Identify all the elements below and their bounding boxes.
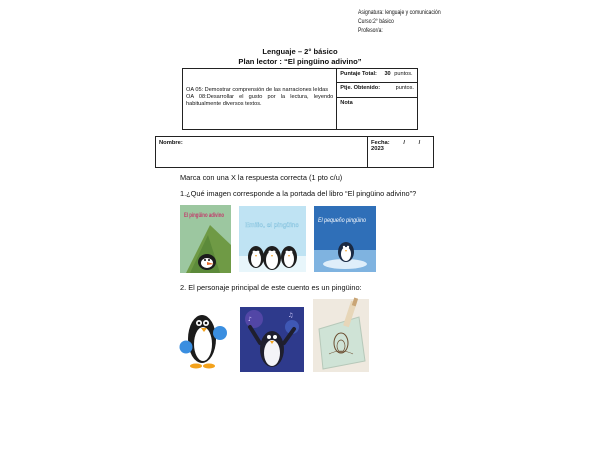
question-1-text: 1.¿Qué imagen corresponde a la portada del libro “El pingüino adivino”? [180,189,417,198]
teacher-label: Profesor/a: [358,27,383,34]
subject-label: Asignatura: lenguaje y comunicación [358,9,441,16]
book-cover-emilio-el-pinguino[interactable] [239,206,306,272]
book-cover-el-pinguino-adivino[interactable] [180,205,231,273]
name-field[interactable] [156,137,368,168]
date-label: Fecha: [371,140,390,146]
dancing-penguin-image[interactable] [240,307,304,372]
grade-cell[interactable] [337,97,418,129]
obtained-score-label: Ptje. Obtenido: [340,85,381,92]
dancing-penguin-icon [240,307,304,372]
total-score-label: Puntaje Total: [340,71,377,77]
obtained-score-unit: puntos. [395,85,414,92]
objective-oa05: OA 05: Demostrar comprensión de las narraciones leídas [186,87,329,93]
boxing-penguin-icon [178,299,234,372]
penguin-drawing-icon [313,299,369,372]
music-note-icon: ♪ [248,316,252,323]
grade-label: Nota [340,99,353,106]
book-cover-el-pequeno-pinguino-icon [314,206,376,272]
date-separator-2: / 2023 [371,140,421,152]
date-separator-1: / [403,140,405,146]
music-note-icon: ♫ [288,312,294,319]
header-meta [358,8,441,35]
penguin-drawing-on-paper-image[interactable] [313,299,369,372]
obtained-score-cell[interactable] [337,83,418,97]
page-title: Lenguaje – 2° básico [262,47,338,56]
objectives-score-table [182,68,418,130]
course-label: Curso:2° básico [358,18,394,25]
book-cover-emilio-el-pinguino-icon [239,206,306,272]
objectives-cell [183,69,337,130]
instructions-text: Marca con una X la respuesta correcta (1 pto c/u) [180,173,343,182]
cover-2-title: Emilio, el pingüino [245,222,300,229]
cover-1-title: El pingüino adivino [184,212,225,219]
total-score-unit: puntos. [394,71,413,77]
student-name-table [155,136,434,168]
objective-oa08: OA 08:Desarrollar el gusto por la lectura, leyendo habitualmente diversos textos. [186,94,334,107]
date-field[interactable] [368,137,434,168]
page-subtitle: Plan lector : “El pingüino adivino” [238,57,362,66]
name-label: Nombre: [159,140,183,146]
boxing-penguin-image[interactable] [178,299,234,372]
total-score-cell [337,69,418,83]
cover-3-title: El pequeño pingüino [318,218,367,224]
total-score-value: 30 [384,71,391,77]
book-cover-el-pequeno-pinguino[interactable] [314,206,376,272]
question-2-text: 2. El personaje principal de este cuento es un pingüino: [180,283,362,292]
book-cover-el-pinguino-adivino-icon [180,205,231,273]
